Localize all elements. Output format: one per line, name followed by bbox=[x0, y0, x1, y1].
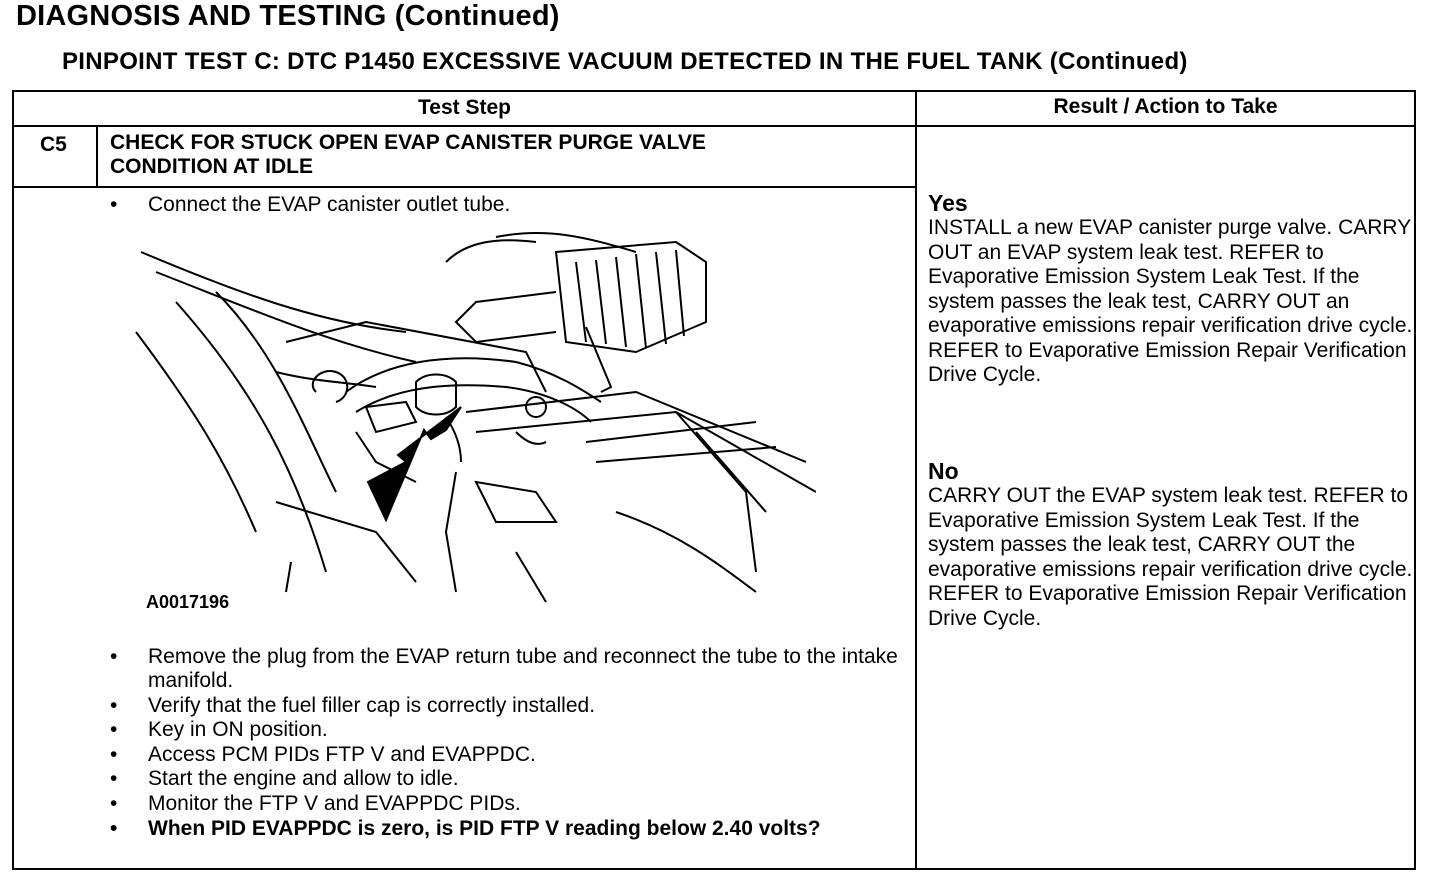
step-title-divider bbox=[14, 186, 916, 188]
figure-id: A0017196 bbox=[146, 592, 230, 612]
column-divider bbox=[915, 92, 917, 868]
step-instruction: Monitor the FTP V and EVAPPDC PIDs. bbox=[148, 792, 521, 815]
step-instruction: Start the engine and allow to idle. bbox=[148, 767, 459, 790]
result-no-label: No bbox=[928, 458, 959, 484]
step-instruction: Connect the EVAP canister outlet tube. bbox=[148, 193, 511, 216]
column-header-result: Result / Action to Take bbox=[1053, 95, 1278, 118]
result-yes-label: Yes bbox=[928, 190, 968, 216]
section-title: DIAGNOSIS AND TESTING (Continued) bbox=[16, 0, 560, 32]
result-yes-action: INSTALL a new EVAP canister purge valve. CARRY OUT an EVAP system leak test. REFER to Evaporative Emission System Leak Test. If the system passes the leak test, CARRY OUT an evaporative emissions repair verification drive cycle. REFER to Evaporative Emission Repair Verification Drive Cycle. bbox=[928, 216, 1413, 386]
evap-valve-illustration bbox=[116, 232, 816, 617]
pinpoint-test-title: PINPOINT TEST C: DTC P1450 EXCESSIVE VACUUM DETECTED IN THE FUEL TANK (Continued) bbox=[62, 48, 1188, 75]
header-divider bbox=[14, 125, 1414, 127]
step-instruction: Verify that the fuel filler cap is correctly installed. bbox=[148, 694, 596, 717]
bullet-icon: • bbox=[110, 193, 118, 216]
bullet-icon: • bbox=[110, 718, 118, 741]
bullet-icon: • bbox=[110, 645, 118, 668]
column-header-test-step: Test Step bbox=[418, 96, 511, 119]
step-question: When PID EVAPPDC is zero, is PID FTP V reading below 2.40 volts? bbox=[148, 817, 821, 840]
result-no-action: CARRY OUT the EVAP system leak test. REFER to Evaporative Emission System Leak Test. If the system passes the leak test, CARRY OUT the evaporative emissions repair verification drive cycle. REFER to Evaporative Emission Repair Verification Drive Cycle. bbox=[928, 484, 1413, 630]
step-instruction: Access PCM PIDs FTP V and EVAPPDC. bbox=[148, 743, 536, 766]
bullet-icon: • bbox=[110, 817, 118, 840]
bullet-icon: • bbox=[110, 694, 118, 717]
step-title-line-1: CHECK FOR STUCK OPEN EVAP CANISTER PURGE VALVE bbox=[110, 131, 706, 154]
step-id: C5 bbox=[40, 133, 67, 156]
test-table bbox=[12, 90, 1416, 870]
bullet-icon: • bbox=[110, 743, 118, 766]
step-instruction: Remove the plug from the EVAP return tube and reconnect the tube to the intake manifold. bbox=[148, 645, 898, 692]
bullet-icon: • bbox=[110, 792, 118, 815]
step-instruction: Key in ON position. bbox=[148, 718, 328, 741]
bullet-icon: • bbox=[110, 767, 118, 790]
step-title bbox=[110, 131, 910, 179]
step-id-divider bbox=[96, 127, 98, 187]
step-title-line-2: CONDITION AT IDLE bbox=[110, 155, 313, 178]
